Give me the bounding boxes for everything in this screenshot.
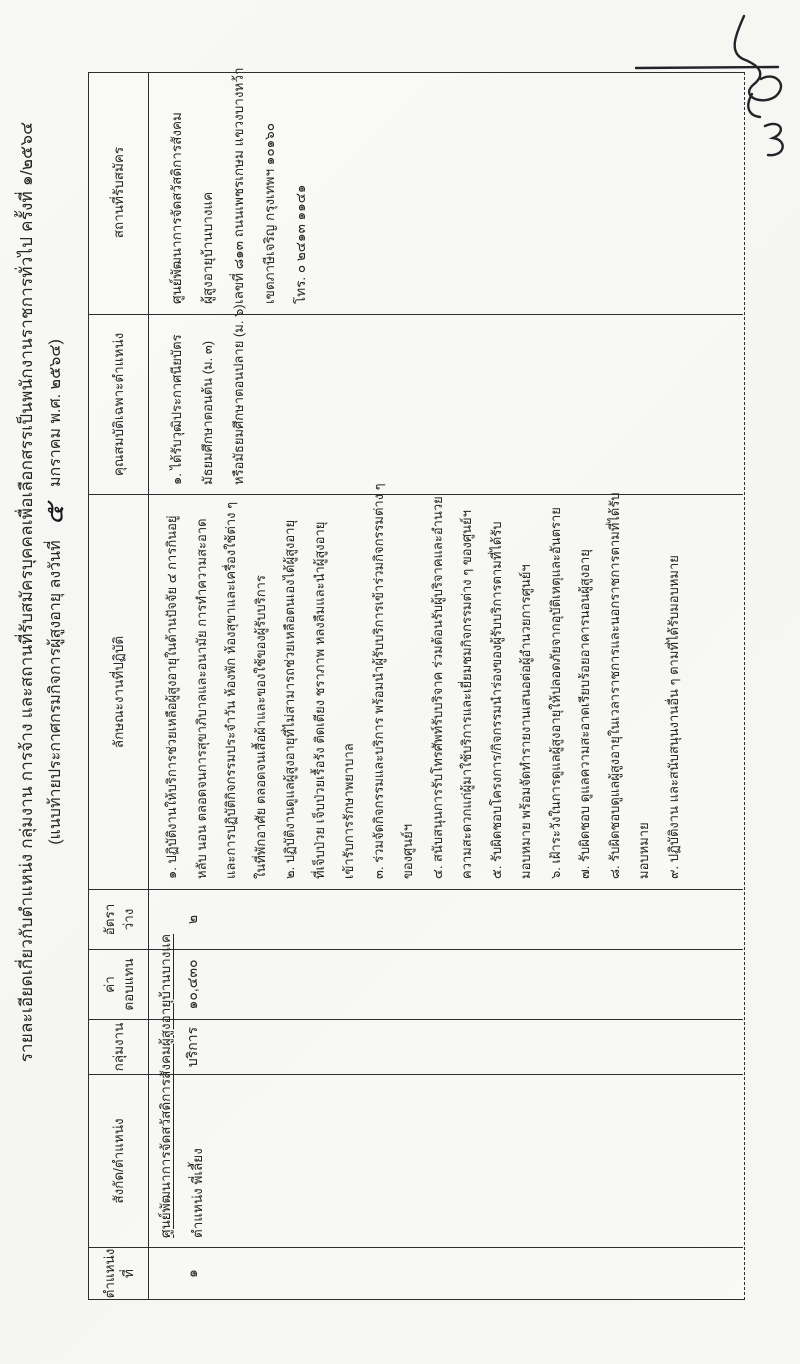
- text-line: ค่า: [101, 976, 117, 993]
- text-line: มอบหมาย: [636, 822, 651, 879]
- signature-scribble: [632, 4, 800, 174]
- text-line: และการปฏิบัติกิจกรรมประจำวัน ห้องพัก ห้องสุขาและเครื่องใช้ต่าง ๆ: [223, 501, 238, 879]
- text-line: ที่เจ็บป่วย เจ็บป่วยเรื้อรัง ติดเตียง ชราภาพ หลงลืมและนำผู้สูงอายุ: [311, 521, 327, 879]
- text-line: ๗. รับผิดชอบ ดูแลความสะอาดเรียบร้อยอาคารนอนผู้สูงอายุ: [577, 549, 592, 879]
- header-compensation: [89, 949, 148, 1019]
- document-title: รายละเอียดเกี่ยวกับตำแหน่ง กลุ่มงาน การจ้าง และสถานที่รับสมัครบุคคลเพื่อเลือกสรรเป็นพนักงานราชการทั่วไป ครั้งที่ ๑/๒๕๖๔: [17, 121, 36, 1063]
- text-line: ของศูนย์ฯ: [400, 823, 415, 879]
- header-qualifications: [89, 314, 148, 494]
- text-line: เขตภาษีเจริญ กรุงเทพฯ ๑๐๑๖๐: [262, 123, 277, 304]
- cell-duties: [149, 483, 743, 889]
- text-line: ๘. รับผิดชอบดูแลผู้สูงอายุในเวลาราชการและนอกราชการตามที่ได้รับ: [606, 492, 622, 879]
- text-line: ๑. ปฏิบัติงานให้บริการช่วยเหลือผู้สูงอายุในด้านปัจจัย ๔ การกินอยู่: [164, 515, 179, 879]
- header-vacancies: [89, 889, 148, 949]
- text-line: ว่าง: [120, 908, 136, 931]
- header-work-group: [89, 1019, 148, 1074]
- text-line: ในที่พักอาศัย ตลอดจนเสื้อผ้าและของใช้ของผู้รับบริการ: [252, 575, 268, 879]
- text-line: เข้ารับการรักษาพยาบาล: [341, 743, 356, 879]
- affiliation-org-name: ศูนย์พัฒนาการจัดสวัสดิการสังคมผู้สูงอายุบ้านบางแค: [158, 933, 173, 1238]
- positions-table: [88, 67, 745, 1300]
- text-line: ศูนย์พัฒนาการจัดสวัสดิการสังคม: [169, 112, 184, 304]
- header-position-no: [89, 1247, 148, 1299]
- text-line: ๒. ปฏิบัติงานดูแลผู้สูงอายุที่ไม่สามารถช่วยเหลือตนเองได้ผู้สูงอายุ: [282, 519, 297, 879]
- text-line: ที่: [120, 1269, 136, 1278]
- subtitle-prefix: (แนบท้ายประกาศกรมกิจการผู้สูงอายุ ลงวันที่: [47, 540, 64, 845]
- text-line: คุณสมบัติเฉพาะตำแหน่ง: [111, 332, 126, 477]
- text-line: ๓. ร่วมจัดกิจกรรมและบริการ พร้อมนำผู้รับบริการเข้าร่วมกิจกรรมต่าง ๆ: [370, 483, 386, 879]
- text-line: เลขที่ ๘๑๓ ถนนเพชรเกษม แขวงบางหว้า: [231, 67, 246, 304]
- text-line: โทร. ๐ ๒๔๑๓ ๑๑๔๑: [293, 184, 308, 304]
- cell-vacancies: ๒: [149, 889, 743, 949]
- header-duties: [89, 494, 148, 889]
- affiliation-position-title: ตำแหน่ง พี่เลี้ยง: [190, 1148, 205, 1238]
- table-header-row: [89, 73, 149, 1299]
- text-line: ลักษณะงานที่ปฏิบัติ: [111, 635, 126, 749]
- text-line: ๔. สนับสนุนการรับโทรศัพท์รับบริจาค ร่วมต้อนรับผู้บริจาคและอำนวย: [429, 496, 445, 879]
- cell-position-no: ๑: [149, 1247, 743, 1299]
- text-line: สถานที่รับสมัคร: [111, 146, 126, 239]
- text-line: หลับ นอน ตลอดจนการสุขาภิบาลและอนามัย การทำความสะอาด: [193, 518, 209, 879]
- table-data-row: [149, 67, 743, 1299]
- text-line: ๙. ปฏิบัติงาน และสนับสนุนงานอื่น ๆ ตามที่ได้รับมอบหมาย: [665, 555, 681, 879]
- text-line: ๕. รับผิดชอบโครงการ/กิจกรรมนำร่องของผู้รับบริการตามที่ได้รับ: [488, 521, 504, 879]
- header-affiliation: [89, 1074, 148, 1247]
- subtitle-suffix: มกราคม พ.ศ. ๒๕๖๔): [47, 339, 64, 488]
- text-line: อัตรา: [101, 903, 117, 936]
- cell-work-group: บริการ: [149, 1019, 743, 1074]
- text-line: มัธยมศึกษาตอนต้น (ม. ๓): [200, 340, 215, 485]
- document-subtitle: [37, 0, 71, 1184]
- text-line: หรือมัธยมศึกษาตอนปลาย (ม. ๖): [231, 304, 246, 485]
- text-line: กลุ่มงาน: [111, 1022, 126, 1072]
- cell-qualifications: [149, 304, 743, 494]
- header-apply-location: [89, 71, 148, 314]
- cell-compensation: ๑๐,๔๓๐: [149, 949, 743, 1019]
- text-line: ๖. เฝ้าระวังในการดูแลผู้สูงอายุให้ปลอดภัยจากอุบัติเหตุและอันตราย: [547, 507, 563, 879]
- text-line: ตอบแทน: [120, 958, 136, 1011]
- text-line: ๑. ได้รับวุฒิประกาศนียบัตร: [169, 334, 184, 485]
- text-line: ตำแหน่ง: [101, 1248, 117, 1299]
- handwritten-date-digit: ๕: [37, 502, 71, 527]
- text-line: ผู้สูงอายุบ้านบางแค: [200, 191, 215, 304]
- text-line: ความสะดวกแก่ผู้มาใช้บริการและเยี่ยมชมกิจกรรมต่าง ๆ ของศูนย์ฯ: [459, 510, 474, 879]
- text-line: สังกัด/ตำแหน่ง: [111, 1118, 126, 1204]
- text-line: มอบหมาย พร้อมจัดทำรายงานเสนอต่อผู้อำนวยการศูนย์ฯ: [518, 564, 533, 879]
